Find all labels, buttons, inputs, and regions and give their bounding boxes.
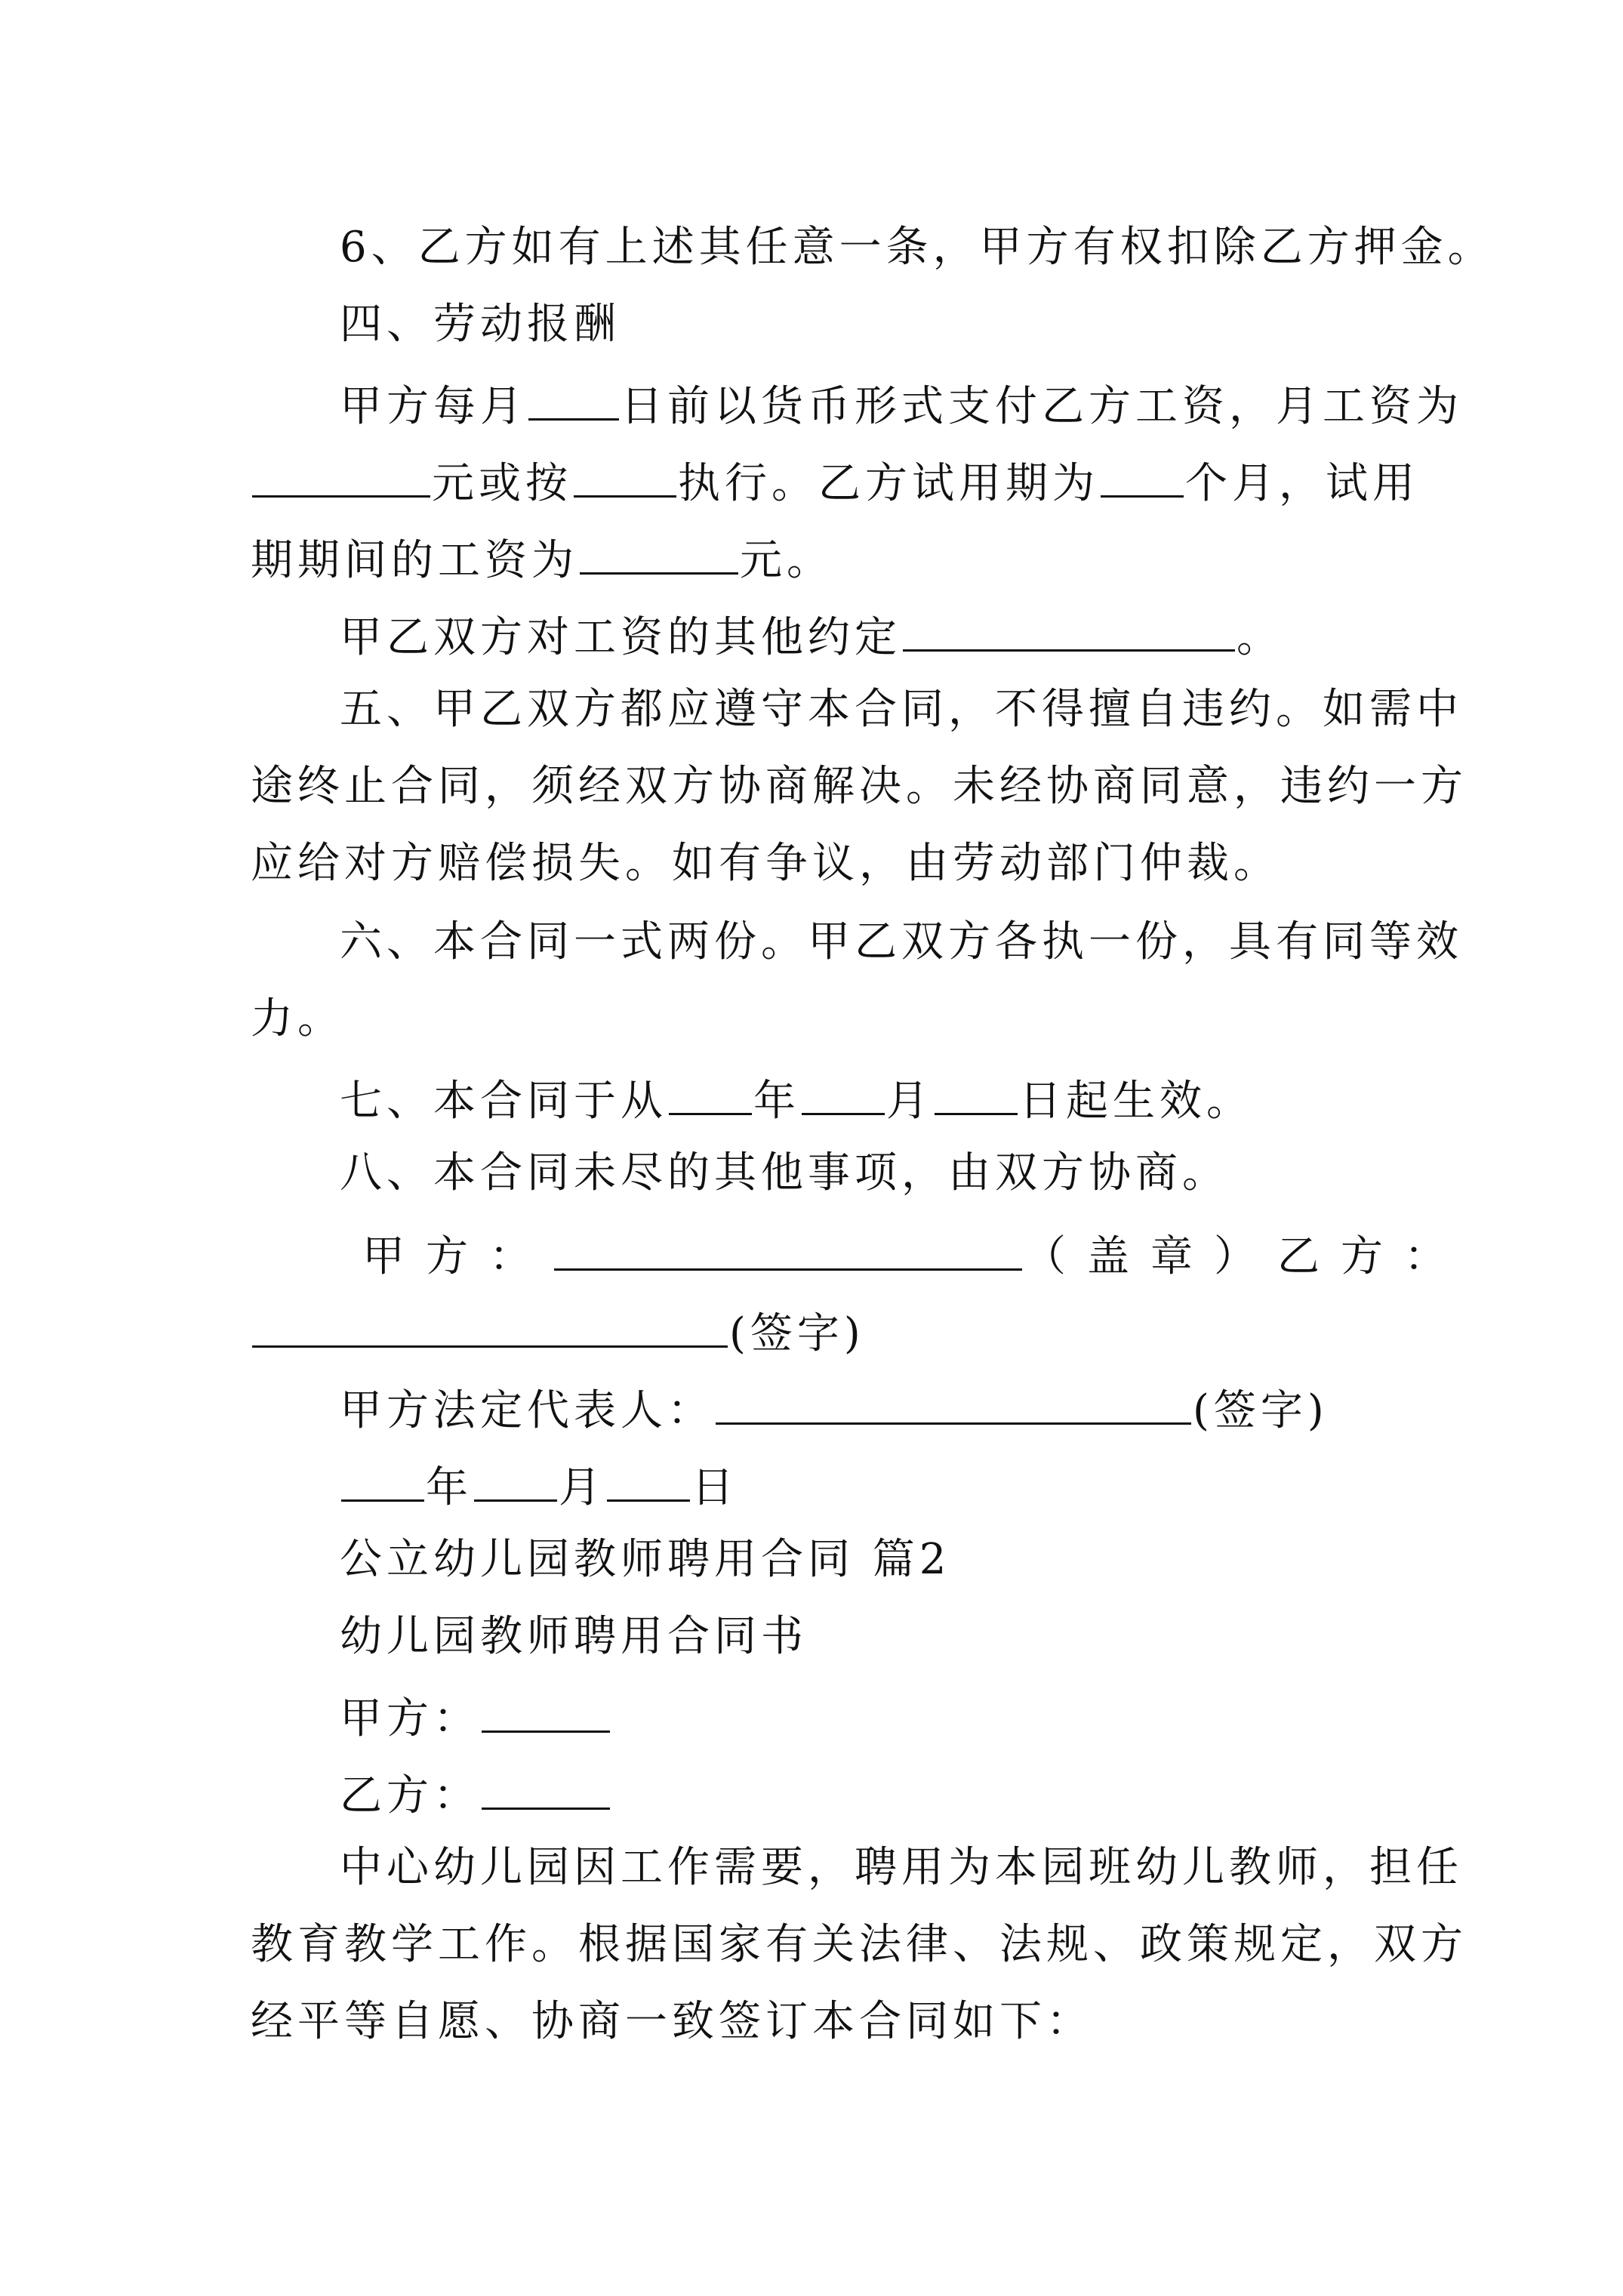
date-line [340, 1462, 738, 1512]
blank-day [935, 1075, 1018, 1115]
clause-text: 6、乙方如有上述其任意一条，甲方有权扣除乙方押金。 [340, 223, 1495, 272]
blank-year [669, 1075, 752, 1115]
text: 月 [886, 1077, 933, 1126]
text: 力。 [251, 994, 344, 1043]
blank-party-b-signature [252, 1308, 728, 1348]
text: 日前以货币形式支付乙方工资，月工资为 [621, 382, 1463, 431]
party-a-label: 甲方： [362, 1232, 553, 1281]
blank-standard [574, 458, 676, 498]
text: 元。 [740, 536, 833, 585]
salary-line-2 [251, 458, 1419, 508]
blank-day [528, 381, 619, 421]
blank-probation-months [1101, 458, 1184, 498]
section-6-line-2 [251, 994, 344, 1043]
blank-other-agreement [903, 612, 1235, 652]
party-b-line [340, 1770, 611, 1820]
text: 中心幼儿园因工作需要，聘用为本园班幼儿教师，担任 [340, 1843, 1463, 1892]
blank-month [802, 1075, 885, 1115]
blank-party-a [482, 1693, 610, 1733]
blank-month [474, 1462, 557, 1502]
section-7-line [340, 1075, 1253, 1126]
intro-line-1 [340, 1843, 1463, 1892]
contract-title [340, 1612, 808, 1661]
part-2-title [340, 1535, 951, 1584]
text: 月 [559, 1463, 605, 1512]
signature-line-party-a [362, 1231, 1467, 1281]
text: 元或按 [432, 459, 572, 508]
text: 日起生效。 [1019, 1077, 1253, 1126]
text: 应给对方赔偿损失。如有争议，由劳动部门仲裁。 [251, 839, 1280, 888]
blank-day [607, 1462, 690, 1502]
text: 日 [691, 1463, 738, 1512]
blank-party-a-signature [554, 1231, 1022, 1271]
text: 六、本合同一式两份。甲乙双方各执一份，具有同等效 [340, 917, 1463, 966]
blank-probation-salary [580, 535, 738, 575]
section-4-heading [340, 300, 621, 349]
clause-6-deposit [340, 223, 1495, 272]
other-agreement-line [340, 612, 1283, 662]
text: 年 [753, 1077, 800, 1126]
salary-line-1 [340, 381, 1463, 431]
section-5-line-1 [340, 685, 1463, 734]
intro-line-2 [251, 1920, 1467, 1969]
text: 途终止合同，须经双方协商解决。未经协商同意，违约一方 [251, 762, 1467, 811]
text: 。 [1236, 613, 1283, 662]
text: 经平等自愿、协商一致签订本合同如下： [251, 1997, 1093, 2046]
text: 期期间的工资为 [251, 536, 578, 585]
text: 甲乙双方对工资的其他约定 [340, 613, 901, 662]
legal-rep-line [340, 1385, 1329, 1435]
heading-text: 四、劳动报酬 [340, 300, 621, 349]
party-b-label: 乙方： [1277, 1232, 1467, 1281]
section-5-line-2 [251, 762, 1467, 811]
text: 公立幼儿园教师聘用合同 篇2 [340, 1535, 951, 1584]
signature-line-party-b [251, 1308, 865, 1358]
party-a-line [340, 1693, 611, 1743]
blank-year [341, 1462, 424, 1502]
party-a-seal-label: （盖章） [1024, 1232, 1277, 1281]
section-8-line [340, 1148, 1229, 1197]
blank-party-b [482, 1770, 610, 1810]
text: 个月，试用 [1185, 459, 1419, 508]
text: 七、本合同于从 [340, 1077, 667, 1126]
text: 幼儿园教师聘用合同书 [340, 1612, 808, 1661]
blank-legal-rep-signature [716, 1385, 1191, 1425]
text: 甲方法定代表人： [340, 1386, 714, 1435]
text: 五、甲乙双方都应遵守本合同，不得擅自违约。如需中 [340, 685, 1463, 734]
text: 执行。乙方试用期为 [678, 459, 1099, 508]
text: 甲方每月 [340, 382, 527, 431]
intro-line-3 [251, 1997, 1093, 2046]
party-b-sign-label: (签字) [729, 1309, 865, 1358]
text: (签字) [1193, 1386, 1329, 1435]
salary-line-3 [251, 535, 833, 585]
blank-monthly-salary [252, 458, 430, 498]
section-5-line-3 [251, 839, 1280, 888]
text: 八、本合同未尽的其他事项，由双方协商。 [340, 1148, 1229, 1197]
text: 乙方： [340, 1771, 480, 1820]
section-6-line-1 [340, 917, 1463, 966]
text: 年 [426, 1463, 473, 1512]
text: 甲方： [340, 1694, 480, 1743]
text: 教育教学工作。根据国家有关法律、法规、政策规定，双方 [251, 1920, 1467, 1969]
